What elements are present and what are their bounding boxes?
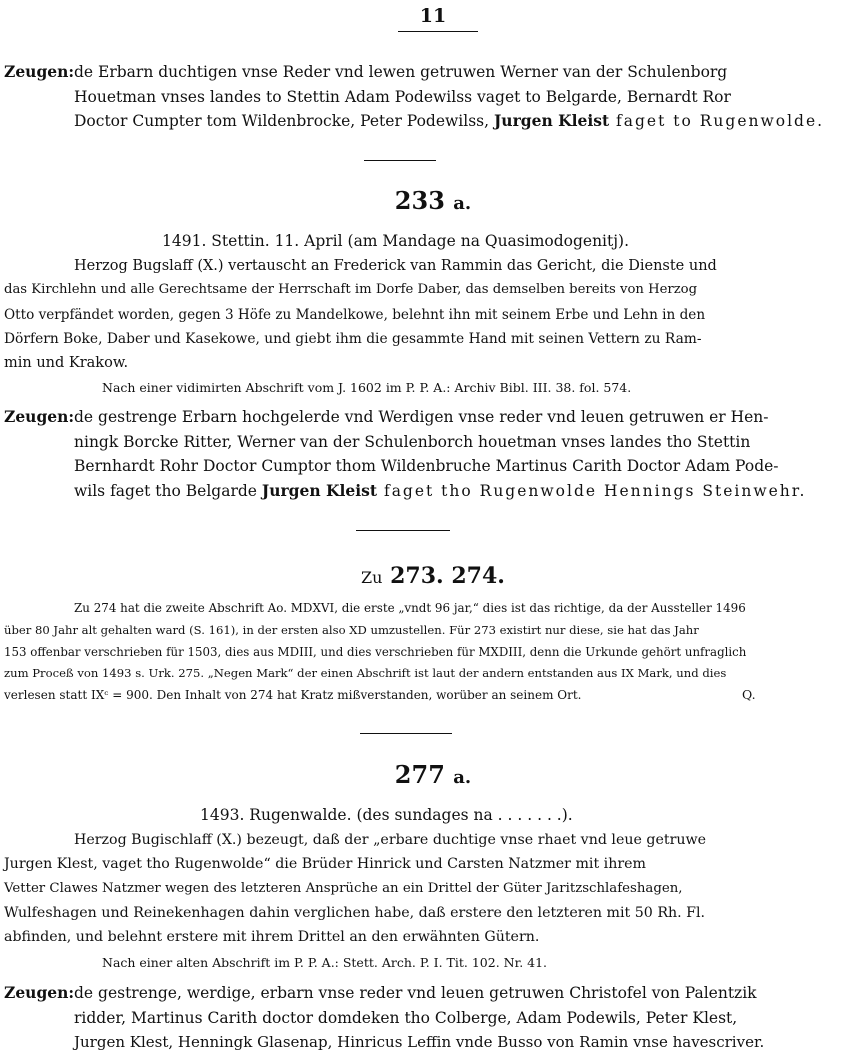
note-line: 153 offenbar verschrieben für 1503, dies aus MDIII, und dies verschrieben für MXDIII, denn die Urkunde gehört unfraglich [4, 645, 747, 659]
note-line: zum Proceß von 1493 s. Urk. 275. „Negen Mark“ der einen Abschrift ist laut der andern entstanden aus IX Mark, und dies [4, 666, 727, 680]
witness-line: wils faget tho Belgarde [74, 482, 257, 500]
witness-line: Doctor Cumpter tom Wildenbrocke, Peter Podewilss, [74, 112, 490, 130]
document-number-233a: 233 a. [394, 186, 472, 215]
page-number: 11 [419, 5, 447, 27]
document-date-line: 1491. Stettin. 11. April (am Mandage na Quasimodogenitj). [162, 232, 630, 250]
witness-line: ningk Borcke Ritter, Werner van der Schulenborch houetman vnses landes tho Stettin [74, 433, 751, 451]
summary-line: Herzog Bugslaff (X.) vertauscht an Frederick van Rammin das Gericht, die Dienste und [74, 258, 717, 274]
summary-line: Jurgen Klest, vaget tho Rugenwolde“ die Brüder Hinrick und Carsten Natzmer mit ihrem [4, 856, 646, 872]
witness-line: Bernhardt Rohr Doctor Cumptor thom Wildenbruche Martinus Carith Doctor Adam Pode- [74, 457, 779, 475]
witness-line: de Erbarn duchtigen vnse Reder vnd lewen getruwen Werner van der Schulenborg [74, 63, 728, 81]
source-note: Nach einer alten Abschrift im P. P. A.: Stett. Arch. P. I. Tit. 102. Nr. 41. [102, 955, 548, 970]
section-divider [356, 530, 450, 531]
summary-line: min und Krakow. [4, 355, 129, 371]
witness-line: de gestrenge Erbarn hochgelerde vnd Werdigen vnse reder vnd leuen getruwen er Hen- [74, 408, 769, 426]
witnesses-label: Zeugen: [4, 62, 75, 81]
witness-name-bold: Jurgen Kleist [493, 111, 610, 130]
witness-name-bold: Jurgen Kleist [261, 481, 378, 500]
witnesses-label: Zeugen: [4, 407, 75, 426]
note-line: über 80 Jahr alt gehalten ward (S. 161), in der ersten also XD umzustellen. Für 273 existirt nur diese, sie hat das Jahr [4, 623, 699, 637]
summary-line: Dörfern Boke, Daber und Kasekowe, und giebt ihm die gesammte Hand mit seinen Vettern zu Ram- [4, 331, 702, 347]
summary-line: abfinden, und belehnt erstere mit ihrem Drittel an den erwähnten Gütern. [4, 929, 540, 945]
document-date-line: 1493. Rugenwalde. (des sundages na . . . . . . .). [200, 806, 573, 824]
summary-line: das Kirchlehn und alle Gerechtsame der Herrschaft im Dorfe Daber, das demselben bereits von Herzog [4, 282, 698, 297]
section-divider [364, 160, 436, 161]
witness-line: Jurgen Klest, Henningk Glasenap, Hinricus Leffin vnde Busso von Ramin vnse havescriver. [74, 1033, 765, 1051]
note-line: Zu 274 hat die zweite Abschrift Ao. MDXVI, die erste „vndt 96 jar,“ dies ist das richtige, da der Aussteller 1496 [74, 601, 746, 615]
summary-line: Vetter Clawes Natzmer wegen des letzteren Ansprüche an ein Drittel der Güter Jaritzschlafeshagen, [4, 881, 683, 896]
witnesses-label: Zeugen: [4, 983, 75, 1002]
witness-tail: faget tho Rugenwolde Hennings Steinwehr. [377, 482, 807, 500]
section-divider [360, 733, 452, 734]
witness-line: Houetman vnses landes to Stettin Adam Podewilss vaget to Belgarde, Bernardt Ror [74, 88, 731, 106]
summary-line: Herzog Bugischlaff (X.) bezeugt, daß der „erbare duchtige vnse rhaet vnd leue getruwe [74, 832, 707, 848]
witness-line: de gestrenge, werdige, erbarn vnse reder vnd leuen getruwen Christofel von Palentzik [74, 984, 757, 1002]
note-heading-273-274: Zu 273. 274. [361, 563, 505, 589]
note-signature: Q. [742, 687, 756, 702]
document-number-277a: 277 a. [394, 760, 472, 789]
note-line: verlesen statt IXᶜ = 900. Den Inhalt von 274 hat Kratz mißverstanden, worüber an seinem Ort. [4, 688, 582, 702]
summary-line: Wulfeshagen und Reinekenhagen dahin verglichen habe, daß erstere den letzteren mit 50 Rh. Fl. [4, 905, 706, 921]
witness-line: ridder, Martinus Carith doctor domdeken tho Colberge, Adam Podewils, Peter Klest, [74, 1009, 738, 1027]
source-note: Nach einer vidimirten Abschrift vom J. 1602 im P. P. A.: Archiv Bibl. III. 38. fol. 574. [102, 380, 632, 395]
witness-tail: faget to Rugenwolde. [609, 112, 825, 130]
page-number-rule [398, 31, 478, 32]
summary-line: Otto verpfändet worden, gegen 3 Höfe zu Mandelkowe, belehnt ihn mit seinem Erbe und Lehn in den [4, 307, 706, 323]
